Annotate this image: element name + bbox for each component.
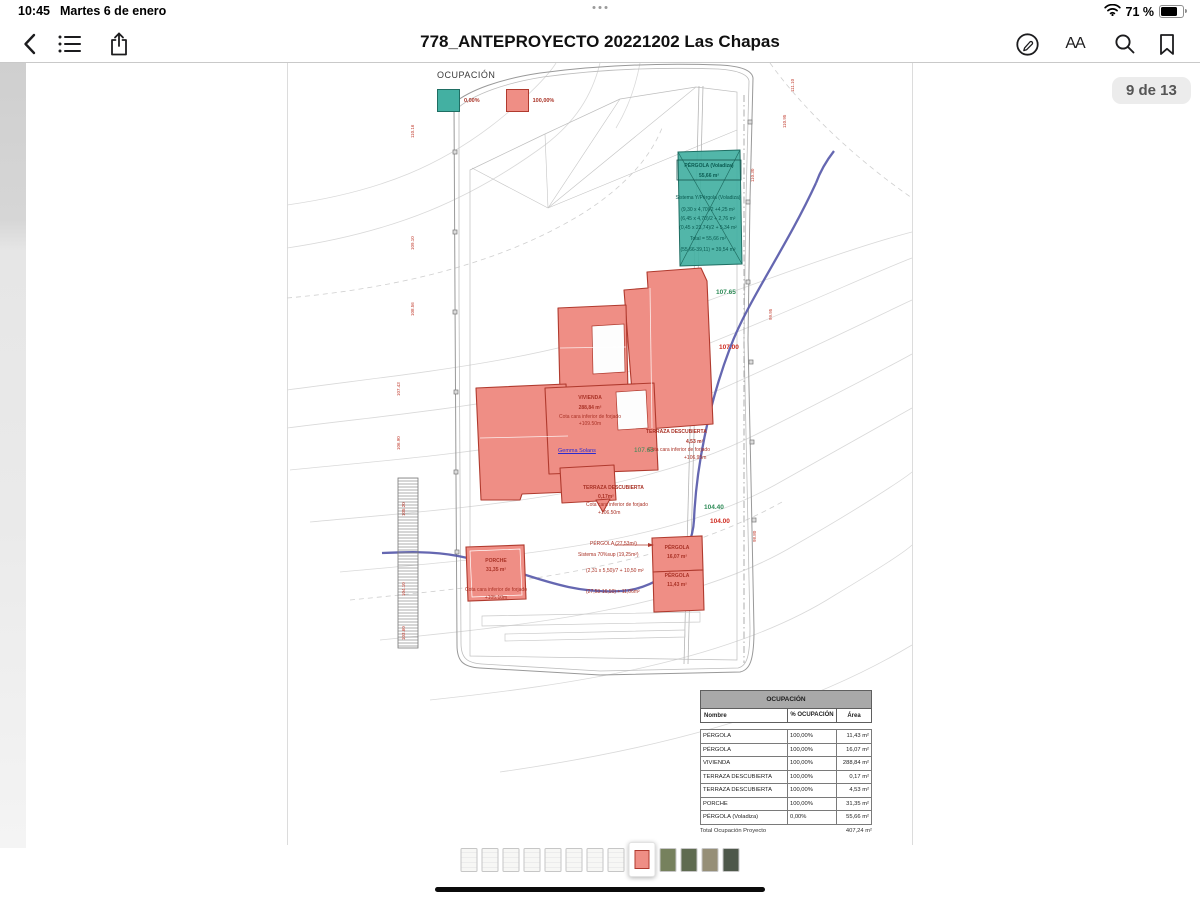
table-row bbox=[701, 744, 871, 758]
legend-item-free bbox=[437, 89, 480, 112]
elevation-mark: 110.95 bbox=[782, 114, 787, 128]
total-value: 407,24 m² bbox=[845, 827, 872, 834]
table-cell: 55,66 m² bbox=[846, 814, 869, 821]
plan-annotation: (27,53-16,50) + 11,06m² bbox=[586, 589, 640, 595]
table-column-headers bbox=[700, 709, 872, 723]
page-thumbnail-12[interactable] bbox=[702, 848, 719, 872]
elevation-mark: 104.10 bbox=[401, 582, 406, 596]
total-label: Total Ocupación Proyecto bbox=[700, 827, 767, 834]
annotation-link[interactable]: Gemma Solans bbox=[558, 448, 596, 454]
plan-annotation: 0,17m² bbox=[598, 494, 614, 500]
plan-annotation: 104.00 bbox=[710, 518, 730, 525]
legend-swatch-teal bbox=[437, 89, 460, 112]
page-thumbnail-6[interactable] bbox=[566, 848, 583, 872]
wifi-icon bbox=[1104, 4, 1121, 19]
legend-title: OCUPACIÓN bbox=[437, 70, 496, 80]
plan-annotation: PÉRGOLA (Voladiza) bbox=[684, 163, 734, 169]
page-thumbnail-9[interactable] bbox=[629, 842, 656, 877]
table-cell: 288,84 m² bbox=[842, 760, 869, 767]
table-cell: PORCHE bbox=[703, 800, 728, 807]
multitasking-dots-icon bbox=[593, 6, 608, 9]
plan-annotation: 4,53 m² bbox=[686, 439, 704, 445]
plan-annotation: 104.40 bbox=[704, 504, 724, 511]
plan-annotation: PÉRGOLA (27,53m²) bbox=[590, 541, 637, 547]
plan-annotation: 11,43 m² bbox=[667, 582, 687, 588]
table-title: OCUPACIÓN bbox=[700, 690, 872, 709]
search-button[interactable] bbox=[1110, 29, 1140, 59]
occupation-legend bbox=[437, 70, 554, 112]
elevation-mark: 103.60 bbox=[401, 626, 406, 640]
plan-annotation: +109.50m bbox=[578, 421, 602, 427]
page-thumbnail-strip bbox=[461, 842, 740, 877]
table-cell: 100,00% bbox=[787, 730, 837, 743]
legend-swatch-red bbox=[506, 89, 529, 112]
table-cell: 4,53 m² bbox=[849, 787, 869, 794]
elevation-mark: 108.56 bbox=[410, 302, 415, 316]
elevation-mark: 99.95 bbox=[768, 308, 773, 320]
elevation-mark: 110.16 bbox=[410, 124, 415, 138]
plan-annotation: VIVIENDA bbox=[578, 395, 602, 401]
plan-annotation: 107.00 bbox=[719, 344, 739, 351]
table-row bbox=[701, 784, 871, 798]
plan-annotation: TERRAZA DESCUBIERTA bbox=[583, 485, 644, 491]
plan-annotation: PORCHE bbox=[485, 558, 507, 564]
table-row bbox=[701, 798, 871, 812]
table-cell: 100,00% bbox=[787, 771, 837, 784]
battery-icon bbox=[1159, 5, 1184, 18]
plan-annotation: (0,45 x 23,74)/2 + 5,34 m² bbox=[679, 225, 737, 231]
page-thumbnail-1[interactable] bbox=[461, 848, 478, 872]
page-thumbnail-13[interactable] bbox=[723, 848, 740, 872]
battery-percent: 71 % bbox=[1125, 4, 1154, 19]
col-area: Área bbox=[847, 712, 861, 719]
bookmark-button[interactable] bbox=[1152, 29, 1182, 59]
plan-annotation: 288,84 m² bbox=[578, 405, 602, 411]
table-row bbox=[701, 771, 871, 785]
col-ocupacion: % OCUPACIÓN bbox=[787, 709, 837, 722]
document-title: 778_ANTEPROYECTO 20221202 Las Chapas bbox=[420, 32, 780, 51]
table-cell: 100,00% bbox=[787, 744, 837, 757]
page-thumbnail-4[interactable] bbox=[524, 848, 541, 872]
plan-annotation: Sistema 70%sup (19,25m²) bbox=[578, 552, 639, 558]
table-cell: PÉRGOLA (Voladiza) bbox=[703, 814, 759, 821]
sidebar-edge bbox=[0, 63, 26, 848]
page-indicator: 9 de 13 bbox=[1112, 77, 1191, 104]
plan-annotation: Cota cara inferior de forjado bbox=[648, 447, 710, 453]
aa-label: AA bbox=[1065, 35, 1085, 52]
date: Martes 6 de enero bbox=[59, 4, 167, 18]
plan-annotation: (6,45 x 4,70)/2 + 2,76 m² bbox=[680, 216, 736, 222]
table-cell: 11,43 m² bbox=[846, 733, 869, 740]
text-size-button[interactable] bbox=[1060, 29, 1090, 59]
table-row bbox=[701, 757, 871, 771]
table-total-row bbox=[700, 828, 872, 834]
plan-annotation: Cota cara inferior de forjado bbox=[586, 502, 648, 508]
table-cell: PÉRGOLA bbox=[703, 746, 732, 753]
home-indicator[interactable] bbox=[435, 887, 765, 892]
plan-annotation: (9,30 x 4,70)/2 +4,25 m² bbox=[681, 207, 735, 213]
markup-button[interactable] bbox=[1012, 29, 1042, 59]
plan-annotation: +106.50m bbox=[598, 510, 621, 516]
plan-annotation: 16,07 m² bbox=[666, 554, 687, 560]
table-row bbox=[701, 730, 871, 744]
plan-annotation: PÉRGOLA bbox=[664, 545, 690, 551]
plan-annotation: Sistema Y/Pérgola (Voladiza) bbox=[675, 195, 741, 201]
table-cell: TERRAZA DESCUBIERTA bbox=[703, 787, 773, 794]
plan-annotation: 55,66 m² bbox=[698, 173, 719, 179]
elevation-mark: 109.10 bbox=[410, 236, 415, 250]
table-cell: TERRAZA DESCUBIERTA bbox=[703, 773, 773, 780]
page-thumbnail-2[interactable] bbox=[482, 848, 499, 872]
elevation-mark: 106.90 bbox=[396, 436, 401, 450]
plan-annotation: (55,66-39,11) = 39,54 m² bbox=[680, 247, 736, 253]
plan-annotation: Cota cara inferior de forjado bbox=[465, 587, 527, 593]
plan-annotation: +105.10m bbox=[484, 595, 508, 601]
table-cell: 31,35 m² bbox=[846, 800, 869, 807]
page-thumbnail-10[interactable] bbox=[660, 848, 677, 872]
plan-annotation: 107.65 bbox=[634, 447, 654, 454]
occupation-table bbox=[700, 690, 872, 834]
plan-annotation: +106.95m bbox=[684, 455, 707, 461]
plan-annotation: TERRAZA DESCUBIERTA bbox=[646, 429, 707, 435]
plan-annotation: Cota cara inferior de forjado bbox=[559, 414, 621, 420]
legend-label: 100,00% bbox=[532, 97, 555, 104]
toolbar bbox=[0, 22, 1200, 63]
elevation-mark: 107.43 bbox=[396, 382, 401, 396]
col-nombre: Nombre bbox=[704, 712, 727, 719]
table-rows bbox=[700, 729, 872, 825]
plan-annotation: 31,35 m² bbox=[485, 567, 506, 573]
page-thumbnail-7[interactable] bbox=[587, 848, 604, 872]
page-thumbnail-5[interactable] bbox=[545, 848, 562, 872]
table-cell: 100,00% bbox=[787, 784, 837, 797]
table-row bbox=[701, 811, 871, 825]
elevation-mark: 110.30 bbox=[750, 168, 755, 182]
status-left bbox=[18, 4, 166, 18]
page-thumbnail-8[interactable] bbox=[608, 848, 625, 872]
elevation-mark: 105.20 bbox=[401, 502, 406, 516]
page-thumbnail-3[interactable] bbox=[503, 848, 520, 872]
table-cell: 0,00% bbox=[787, 811, 837, 824]
legend-item-occupied bbox=[506, 89, 555, 112]
table-cell: VIVIENDA bbox=[703, 760, 731, 767]
status-bar bbox=[0, 0, 1200, 22]
plan-annotation: PÉRGOLA bbox=[664, 573, 690, 579]
plan-annotation: Total = 55,66 m² bbox=[690, 236, 726, 242]
table-cell: 100,00% bbox=[787, 757, 837, 770]
legend-label: 0,00% bbox=[464, 97, 480, 104]
table-cell: 0,17 m² bbox=[849, 773, 869, 780]
page-thumbnail-11[interactable] bbox=[681, 848, 698, 872]
clock: 10:45 bbox=[18, 4, 50, 18]
plan-annotation: 107.65 bbox=[716, 289, 736, 296]
table-cell: PÉRGOLA bbox=[703, 733, 732, 740]
table-cell: 100,00% bbox=[787, 798, 837, 811]
elevation-mark: 111.10 bbox=[790, 78, 795, 92]
status-right bbox=[1104, 4, 1185, 19]
elevation-mark: 98.80 bbox=[752, 530, 757, 542]
plan-annotation: (2,31 x 5,50)/7 + 10,50 m² bbox=[586, 568, 644, 574]
table-cell: 16,07 m² bbox=[846, 746, 869, 753]
